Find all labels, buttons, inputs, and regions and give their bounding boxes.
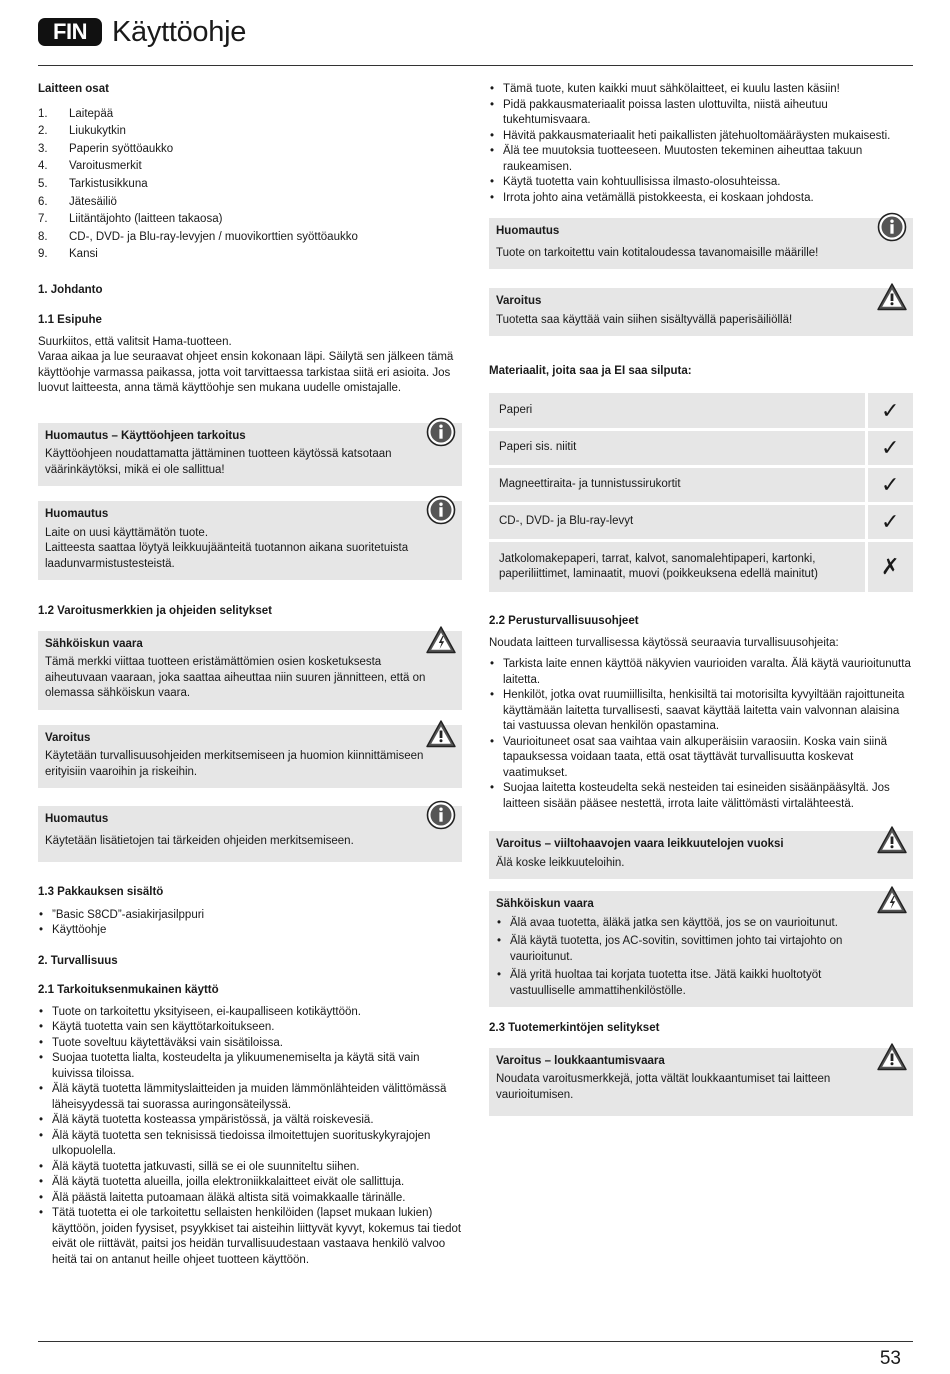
preface-heading: 1.1 Esipuhe — [38, 314, 102, 327]
notice-title: Varoitus – loukkaantumisvaara — [496, 1054, 665, 1067]
electric-shock-icon — [877, 885, 907, 915]
item-label: Varoitusmerkit — [69, 160, 142, 173]
item-number: 5. — [38, 177, 48, 190]
electric-shock-icon — [426, 625, 456, 655]
language-badge: FIN — [38, 18, 102, 46]
page-header — [38, 16, 913, 66]
item-number: 8. — [38, 230, 48, 243]
warning-icon — [877, 825, 907, 855]
material-label: Paperi sis. niitit — [489, 430, 866, 467]
material-label: Jatkolomakepaperi, tarrat, kalvot, sanomalehtipaperi, kartonki, paperiliittimet, laminaatit, muovi (poikkeuksena edellä mainitut) — [489, 541, 866, 594]
notice-title: Varoitus — [496, 295, 542, 307]
notice-title: Varoitus – viiltohaavojen vaara leikkuutelojen vuoksi — [496, 838, 784, 850]
parts-list-item — [38, 246, 462, 264]
intended-use-list — [38, 1005, 462, 1269]
preface-line-1: Suurkiitos, että valitsit Hama-tuotteen. — [38, 335, 232, 348]
materials-heading: Materiaalit, joita saa ja EI saa silputa: — [489, 365, 692, 377]
table-row — [489, 393, 913, 430]
page-footer — [38, 1341, 913, 1369]
item-label: Liitäntäjohto (laitteen takaosa) — [69, 213, 223, 226]
notice-text: Käytetään turvallisuusohjeiden merkitsemiseen ja huomion kiinnittämiseen erityisiin vaaroihin ja riskeihin. — [45, 750, 424, 778]
safety-continued-list — [489, 82, 913, 206]
package-heading: 1.3 Pakkauksen sisältö — [38, 886, 164, 899]
notice-title: Huomautus — [496, 225, 560, 237]
warning-icon — [877, 1042, 907, 1072]
item-label: Jätesäiliö — [69, 195, 117, 208]
parts-list-item — [38, 176, 462, 194]
list-item: • ”Basic S8CD”-asiakirjasilppuri — [38, 908, 462, 924]
table-row — [489, 467, 913, 504]
package-list — [38, 908, 462, 939]
list-item: • Älä käytä tuotetta sen teknisissä tiedoissa ilmoitettujen suorituskykyrajojen ulkopuolella. — [38, 1129, 462, 1160]
safety-heading: 2. Turvallisuus — [38, 954, 118, 967]
item-label: Liukukytkin — [69, 125, 126, 138]
checkmark-icon: ✓ — [866, 430, 913, 467]
list-item: • Tarkista laite ennen käyttöä näkyvien vaurioiden varalta. Älä käytä vaurioitunutta laitetta. — [489, 657, 913, 688]
list-item: • Tuote on tarkoitettu yksityiseen, ei-kaupalliseen kotikäyttöön. — [38, 1005, 462, 1021]
list-item: • Tuote soveltuu käytettäväksi vain sisätiloissa. — [38, 1036, 462, 1052]
checkmark-icon: ✓ — [866, 393, 913, 430]
list-item: • Hävitä pakkausmateriaalit heti paikallisten jätehuoltomääräysten mukaisesti. — [489, 129, 913, 145]
list-item: • Älä käytä tuotetta kosteassa ympäristössä, ja vältä roiskevesiä. — [38, 1113, 462, 1129]
parts-list-item — [38, 106, 462, 124]
list-item: • Pidä pakkausmateriaalit poissa lasten ulottuvilta, niistä aiheutuu tukehtumisvaara. — [489, 98, 913, 129]
item-number: 2. — [38, 125, 48, 138]
basic-safety-intro: Noudata laitteen turvallisessa käytössä seuraavia turvallisuusohjeita: — [489, 636, 839, 649]
marks-heading: 2.3 Tuotemerkintöjen selitykset — [489, 1022, 660, 1034]
item-number: 9. — [38, 248, 48, 261]
shock-hazard-list — [496, 916, 877, 1000]
list-item: • Älä päästä laitetta putoamaan äläkä altista sitä voimakkaalle tärinälle. — [38, 1191, 462, 1207]
item-number: 4. — [38, 160, 48, 173]
materials-table — [489, 393, 913, 596]
table-row — [489, 504, 913, 541]
item-number: 6. — [38, 195, 48, 208]
notice-title: Sähköiskun vaara — [45, 637, 143, 650]
list-item: • Älä tee muutoksia tuotteeseen. Muutosten tekeminen aiheuttaa takuun raukeamisen. — [489, 144, 913, 175]
warning-icon — [426, 719, 456, 749]
parts-list-item — [38, 123, 462, 141]
material-label: Paperi — [489, 393, 866, 430]
list-item: • Älä käytä tuotetta, jos AC-sovitin, sovittimen johto tai virtajohto on vaurioitunut. — [496, 934, 877, 965]
notice-note — [38, 806, 462, 862]
item-label: Tarkistusikkuna — [69, 177, 148, 190]
item-label: Paperin syöttöaukko — [69, 142, 174, 155]
right-column — [489, 82, 913, 1116]
item-label: Laitepää — [69, 107, 114, 120]
basic-safety-heading: 2.2 Perusturvallisuusohjeet — [489, 615, 639, 627]
notice-waste-bin-warning — [489, 288, 913, 336]
symbols-heading: 1.2 Varoitusmerkkien ja ohjeiden selitykset — [38, 605, 272, 618]
notice-electric-shock — [38, 631, 462, 710]
list-item: • Suojaa laitetta kosteudelta sekä nesteiden tai esineiden sisäänpääsyltä. Jos laitteen sisään pääsee nestettä, irrota laite välittömästi virtalähteestä. — [489, 781, 913, 812]
list-item: • Käytä tuotetta vain kohtuullisissa ilmasto-olosuhteissa. — [489, 175, 913, 191]
notice-text: Tuote on tarkoitettu vain kotitaloudessa tavanomaisille määrille! — [496, 246, 819, 259]
notice-title: Huomautus – Käyttöohjeen tarkoitus — [45, 429, 246, 442]
list-item: • Vaurioituneet osat saa vaihtaa vain alkuperäisiin varaosiin. Koska vain siinä tapauksessa voidaan taata, että osat täyttävät turvallisuutta koskevat vaatimukset. — [489, 735, 913, 782]
notice-text: Älä koske leikkuuteloihin. — [496, 856, 625, 869]
notice-title: Huomautus — [45, 508, 109, 521]
info-icon — [426, 800, 456, 830]
list-item: • Älä käytä tuotetta jatkuvasti, sillä se ei ole suunniteltu siihen. — [38, 1160, 462, 1176]
list-item: • Älä avaa tuotetta, äläkä jatka sen käyttöä, jos se on vaurioitunut. — [496, 916, 877, 932]
basic-safety-list — [489, 657, 913, 812]
notice-cut-warning — [489, 831, 913, 879]
left-column — [38, 82, 462, 1268]
list-item: • Älä yritä huoltaa tai korjata tuotetta itse. Jätä kaikki huoltotyöt vastuulliselle ammattihenkilöstölle. — [496, 968, 877, 999]
list-item: • Käytä tuotetta vain sen käyttötarkoitukseen. — [38, 1020, 462, 1036]
checkmark-icon: ✓ — [866, 467, 913, 504]
item-number: 1. — [38, 107, 48, 120]
notice-title: Sähköiskun vaara — [496, 898, 594, 910]
material-label: CD-, DVD- ja Blu-ray-levyt — [489, 504, 866, 541]
list-item: • Tämä tuote, kuten kaikki muut sähkölaitteet, ei kuulu lasten käsiin! — [489, 82, 913, 98]
list-item: • Irrota johto aina vetämällä pistokkeesta, ei koskaan johdosta. — [489, 191, 913, 207]
page-number: 53 — [879, 1348, 901, 1369]
notice-new-product — [38, 501, 462, 580]
info-icon — [877, 212, 907, 242]
notice-text: Käyttöohjeen noudattamatta jättäminen tuotteen käytössä katsotaan väärinkäytöksi, mikä ei ole sallittua! — [45, 448, 392, 476]
material-label: Magneettiraita- ja tunnistussirukortit — [489, 467, 866, 504]
list-item: • Käyttöohje — [38, 923, 462, 939]
notice-household-use — [489, 218, 913, 269]
document-title: Käyttöohje — [112, 16, 247, 48]
item-number: 3. — [38, 142, 48, 155]
notice-text: Noudata varoitusmerkkejä, jotta vältät loukkaantumiset tai laitteen vaurioitumisen. — [496, 1073, 831, 1101]
list-item: • Suojaa tuotetta lialta, kosteudelta ja ylikuumenemiselta ja käytä sitä vain kuivissa tiloissa. — [38, 1051, 462, 1082]
intended-use-heading: 2.1 Tarkoituksenmukainen käyttö — [38, 984, 219, 997]
notice-text: Tämä merkki viittaa tuotteen eristämättömien osien kosketuksesta aiheutuvaan vaaraan, joka saattaa aiheuttaa niin suuren jännitteen, että on olemassa sähköiskun vaara. — [45, 656, 426, 700]
notice-title: Huomautus — [45, 813, 109, 826]
notice-text: Tuotetta saa käyttää vain siihen sisältyvällä paperisäiliöllä! — [496, 313, 793, 326]
parts-list-item — [38, 141, 462, 159]
parts-list-item — [38, 211, 462, 229]
notice-injury-warning — [489, 1048, 913, 1117]
parts-heading: Laitteen osat — [38, 83, 109, 95]
notice-shock-hazard — [489, 891, 913, 1007]
notice-text: Käytetään lisätietojen tai tärkeiden ohjeiden merkitsemiseen. — [45, 834, 354, 847]
parts-list-item — [38, 158, 462, 176]
info-icon — [426, 495, 456, 525]
intro-heading: 1. Johdanto — [38, 283, 103, 296]
notice-warning — [38, 725, 462, 789]
checkmark-icon: ✓ — [866, 504, 913, 541]
list-item: • Tätä tuotetta ei ole tarkoitettu sellaisten henkilöiden (lapset mukaan lukien) käyttöön, joiden fyysiset, psyykkiset tai aisteihin liittyvät kyvyt, kokemus tai tiedot eivät ole riittävät, paitsi jos heidän turvallisuudestaan vastaava henkilö valvoo heitä tai on antanut heille ohjeet tuotteen käyttöön. — [38, 1206, 462, 1268]
warning-icon — [877, 282, 907, 312]
preface-line-2: Varaa aikaa ja lue seuraavat ohjeet ensin kokonaan läpi. Säilytä sen jälkeen tämä käyttöohje varmassa paikassa, jotta voit tarvittaessa tarkistaa siitä eri asioita. Jos luovut laitteesta, anna tämä käyttöohje sen mukana uudelle omistajalle. — [38, 351, 454, 395]
info-icon — [426, 417, 456, 447]
notice-line-2: Laitteesta saattaa löytyä leikkuujäänteitä tuotannon aikana suoritetuista laadunvarmistustesteistä. — [45, 542, 409, 570]
notice-line-1: Laite on uusi käyttämätön tuote. — [45, 526, 209, 539]
table-row — [489, 541, 913, 594]
parts-list-item — [38, 229, 462, 247]
item-number: 7. — [38, 213, 48, 226]
notice-title: Varoitus — [45, 731, 91, 744]
notice-manual-purpose — [38, 423, 462, 487]
table-row — [489, 430, 913, 467]
list-item: • Älä käytä tuotetta alueilla, joilla elektroniikkalaitteet eivät ole sallittuja. — [38, 1175, 462, 1191]
item-label: CD-, DVD- ja Blu-ray-levyjen / muovikorttien syöttöaukko — [69, 230, 358, 243]
list-item: • Älä käytä tuotetta lämmityslaitteiden ja muiden lämmönlähteiden välittömässä läheisyydessä tai suorassa auringonsäteilyssä. — [38, 1082, 462, 1113]
parts-list — [38, 106, 462, 264]
item-label: Kansi — [69, 248, 98, 261]
list-item: • Henkilöt, jotka ovat ruumiillisilta, henkisiltä tai motorisilta kyvyiltään rajoittuneita käyttämään laitetta turvallisesti, saavat käyttää laitetta vain valvonnan alaisina tai vastuussa olevan henkilön opastamina. — [489, 688, 913, 735]
parts-list-item — [38, 193, 462, 211]
cross-icon: ✗ — [866, 541, 913, 594]
